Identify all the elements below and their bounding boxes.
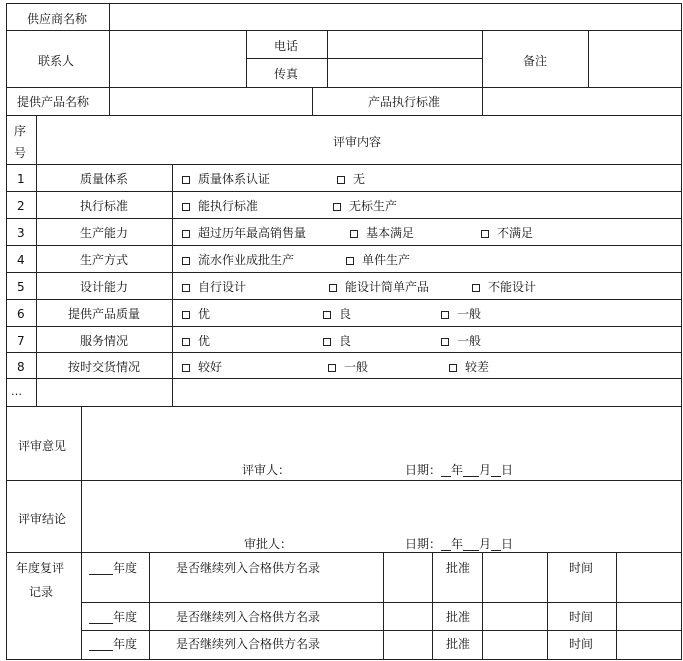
row-number: 6 xyxy=(17,307,25,321)
opinion-date-label: 日期： xyxy=(405,463,442,477)
criterion-label: 服务情况 xyxy=(79,334,129,348)
annual-approve-label: 批准 xyxy=(446,610,471,624)
conclusion-date xyxy=(405,537,513,551)
grid-line xyxy=(6,164,682,165)
opinion-day-label: 日 xyxy=(501,463,514,477)
grid-line xyxy=(681,3,682,660)
grid-line xyxy=(6,3,682,4)
checkbox-icon[interactable] xyxy=(182,364,190,372)
option-checkbox[interactable] xyxy=(182,199,258,213)
option-label: 无标生产 xyxy=(349,199,398,213)
checkbox-icon[interactable] xyxy=(346,257,354,265)
checkbox-icon[interactable] xyxy=(350,230,358,238)
supplier-name-field[interactable] xyxy=(112,4,682,30)
annual-year-suffix: 年度 xyxy=(113,561,138,575)
fax-field[interactable] xyxy=(328,59,482,87)
checkbox-icon[interactable] xyxy=(323,311,331,319)
annual-year-blank[interactable] xyxy=(89,611,113,624)
option-label: 能执行标准 xyxy=(198,199,259,213)
criterion-label: 提供产品质量 xyxy=(67,307,141,321)
annual-year-suffix: 年度 xyxy=(113,610,138,624)
option-checkbox[interactable] xyxy=(182,226,306,240)
opinion-month-label: 月 xyxy=(479,463,492,477)
grid-line xyxy=(6,272,682,273)
option-checkbox[interactable] xyxy=(323,334,351,348)
option-label: 不满足 xyxy=(497,226,534,240)
grid-line xyxy=(6,406,682,407)
option-label: 优 xyxy=(198,307,211,321)
grid-line xyxy=(482,30,483,116)
checkbox-icon[interactable] xyxy=(182,203,190,211)
review-content-label: 评审内容 xyxy=(332,135,382,149)
grid-line xyxy=(6,480,682,481)
conclusion-month-blank[interactable] xyxy=(463,550,479,551)
grid-line xyxy=(246,58,483,59)
grid-line xyxy=(6,218,682,219)
checkbox-icon[interactable] xyxy=(328,364,336,372)
grid-line xyxy=(6,659,682,660)
conclusion-day-blank[interactable] xyxy=(491,550,501,551)
grid-line xyxy=(432,552,433,660)
option-label: 较好 xyxy=(198,360,223,374)
option-checkbox[interactable] xyxy=(182,360,222,374)
option-label: 良 xyxy=(339,307,352,321)
grid-line xyxy=(6,378,682,379)
option-checkbox[interactable] xyxy=(441,307,481,321)
opinion-label: 评审意见 xyxy=(18,439,67,453)
option-label: 较差 xyxy=(465,360,490,374)
annual-approve-label: 批准 xyxy=(446,561,471,575)
grid-line xyxy=(6,3,7,660)
opinion-year-blank[interactable] xyxy=(441,476,451,477)
annual-year xyxy=(89,637,137,651)
annual-question: 是否继续列入合格供方名录 xyxy=(176,637,321,651)
conclusion-signer-label: 审批人： xyxy=(244,537,293,551)
opinion-field[interactable] xyxy=(84,410,680,458)
contact-field[interactable] xyxy=(112,31,246,87)
grid-line xyxy=(312,87,313,116)
remarks-label: 备注 xyxy=(522,54,548,68)
annual-year xyxy=(89,610,137,624)
grid-line xyxy=(172,164,173,407)
fax-label: 传真 xyxy=(273,67,299,81)
seq-label-top: 序 xyxy=(14,124,27,138)
annual-year-blank[interactable] xyxy=(89,562,113,575)
criterion-label: 设计能力 xyxy=(79,280,129,294)
annual-question: 是否继续列入合格供方名录 xyxy=(176,561,321,575)
row-number: 4 xyxy=(17,253,25,267)
product-name-field[interactable] xyxy=(112,88,312,115)
conclusion-field[interactable] xyxy=(84,484,680,532)
option-checkbox[interactable] xyxy=(182,172,270,186)
checkbox-icon[interactable] xyxy=(182,284,190,292)
grid-line xyxy=(6,552,682,553)
option-checkbox[interactable] xyxy=(182,307,210,321)
opinion-signer-label: 评审人： xyxy=(242,463,291,477)
option-checkbox[interactable] xyxy=(350,226,414,240)
grid-line xyxy=(6,30,682,31)
option-checkbox[interactable] xyxy=(182,334,210,348)
checkbox-icon[interactable] xyxy=(449,364,457,372)
option-checkbox[interactable] xyxy=(346,253,410,267)
option-label: 无 xyxy=(353,172,366,186)
checkbox-icon[interactable] xyxy=(182,257,190,265)
option-label: 能设计简单产品 xyxy=(345,280,430,294)
grid-line xyxy=(149,552,150,660)
row-number: 7 xyxy=(17,334,25,348)
option-checkbox[interactable] xyxy=(329,280,429,294)
checkbox-icon[interactable] xyxy=(337,176,345,184)
conclusion-year-label: 年 xyxy=(451,537,464,551)
conclusion-year-blank[interactable] xyxy=(441,550,451,551)
annual-time-label: 时间 xyxy=(569,610,594,624)
annual-year xyxy=(89,561,137,575)
criterion-label: 按时交货情况 xyxy=(67,360,141,374)
seq-label-bottom: 号 xyxy=(14,146,27,160)
opinion-date xyxy=(405,463,513,477)
checkbox-icon[interactable] xyxy=(441,338,449,346)
checkbox-icon[interactable] xyxy=(472,284,480,292)
criterion-label: 执行标准 xyxy=(79,199,129,213)
option-checkbox[interactable] xyxy=(472,280,536,294)
option-label: 一般 xyxy=(344,360,369,374)
supplier-name-label: 供应商名称 xyxy=(27,12,88,26)
contact-label: 联系人 xyxy=(38,54,75,68)
opinion-year-label: 年 xyxy=(451,463,464,477)
annual-question: 是否继续列入合格供方名录 xyxy=(176,610,321,624)
grid-line xyxy=(616,552,617,660)
option-label: 良 xyxy=(339,334,352,348)
opinion-month-blank[interactable] xyxy=(463,476,479,477)
checkbox-icon[interactable] xyxy=(441,311,449,319)
standard-field[interactable] xyxy=(484,88,681,115)
criterion-label: 生产能力 xyxy=(79,226,129,240)
option-label: 超过历年最高销售量 xyxy=(198,226,307,240)
grid-line xyxy=(81,602,682,603)
grid-line xyxy=(6,245,682,246)
grid-line xyxy=(81,630,682,631)
conclusion-day-label: 日 xyxy=(501,537,514,551)
grid-line xyxy=(482,552,483,660)
option-checkbox[interactable] xyxy=(449,360,489,374)
conclusion-date-label: 日期： xyxy=(405,537,442,551)
grid-line xyxy=(588,30,589,88)
annual-approve-label: 批准 xyxy=(446,637,471,651)
annual-year-blank[interactable] xyxy=(89,638,113,651)
option-checkbox[interactable] xyxy=(182,253,294,267)
annual-year-suffix: 年度 xyxy=(113,637,138,651)
checkbox-icon[interactable] xyxy=(182,230,190,238)
option-checkbox[interactable] xyxy=(441,334,481,348)
option-checkbox[interactable] xyxy=(328,360,368,374)
option-label: 质量体系认证 xyxy=(198,172,271,186)
grid-line xyxy=(6,87,682,88)
product-name-label: 提供产品名称 xyxy=(17,95,90,109)
option-label: 一般 xyxy=(457,334,482,348)
option-label: 一般 xyxy=(457,307,482,321)
standard-label: 产品执行标准 xyxy=(367,95,441,109)
opinion-day-blank[interactable] xyxy=(491,476,501,477)
option-checkbox[interactable] xyxy=(337,172,365,186)
option-checkbox[interactable] xyxy=(333,199,397,213)
phone-label: 电话 xyxy=(273,39,299,53)
option-label: 单件生产 xyxy=(362,253,411,267)
checkbox-icon[interactable] xyxy=(182,311,190,319)
option-label: 优 xyxy=(198,334,211,348)
row-number: 2 xyxy=(17,199,25,213)
grid-line xyxy=(6,115,682,116)
criterion-label: 质量体系 xyxy=(79,172,129,186)
grid-line xyxy=(109,3,110,116)
grid-line xyxy=(383,552,384,660)
option-label: 不能设计 xyxy=(488,280,537,294)
annual-time-label: 时间 xyxy=(569,561,594,575)
checkbox-icon[interactable] xyxy=(333,203,341,211)
grid-line xyxy=(81,406,82,660)
annual-time-label: 时间 xyxy=(569,637,594,651)
phone-field[interactable] xyxy=(328,31,482,57)
option-checkbox[interactable] xyxy=(323,307,351,321)
ellipsis-label: … xyxy=(11,385,22,398)
checkbox-icon[interactable] xyxy=(182,338,190,346)
conclusion-label: 评审结论 xyxy=(18,512,67,526)
checkbox-icon[interactable] xyxy=(329,284,337,292)
grid-line xyxy=(36,115,37,407)
criterion-label: 生产方式 xyxy=(79,253,129,267)
checkbox-icon[interactable] xyxy=(182,176,190,184)
grid-line xyxy=(6,326,682,327)
option-label: 流水作业成批生产 xyxy=(198,253,295,267)
annual-review-label-top: 年度复评 xyxy=(16,561,65,575)
row-number: 5 xyxy=(17,280,25,294)
option-checkbox[interactable] xyxy=(182,280,246,294)
remarks-field[interactable] xyxy=(589,31,681,87)
checkbox-icon[interactable] xyxy=(323,338,331,346)
grid-line xyxy=(246,30,247,88)
row-number: 8 xyxy=(17,360,25,374)
grid-line xyxy=(547,552,548,660)
row-number: 1 xyxy=(17,172,25,186)
grid-line xyxy=(327,30,328,88)
annual-review-label-bottom: 记录 xyxy=(29,585,54,599)
checkbox-icon[interactable] xyxy=(481,230,489,238)
conclusion-month-label: 月 xyxy=(479,537,492,551)
option-label: 基本满足 xyxy=(366,226,415,240)
option-checkbox[interactable] xyxy=(481,226,533,240)
option-label: 自行设计 xyxy=(198,280,247,294)
row-number: 3 xyxy=(17,226,25,240)
grid-line xyxy=(6,299,682,300)
grid-line xyxy=(6,191,682,192)
grid-line xyxy=(6,352,682,353)
